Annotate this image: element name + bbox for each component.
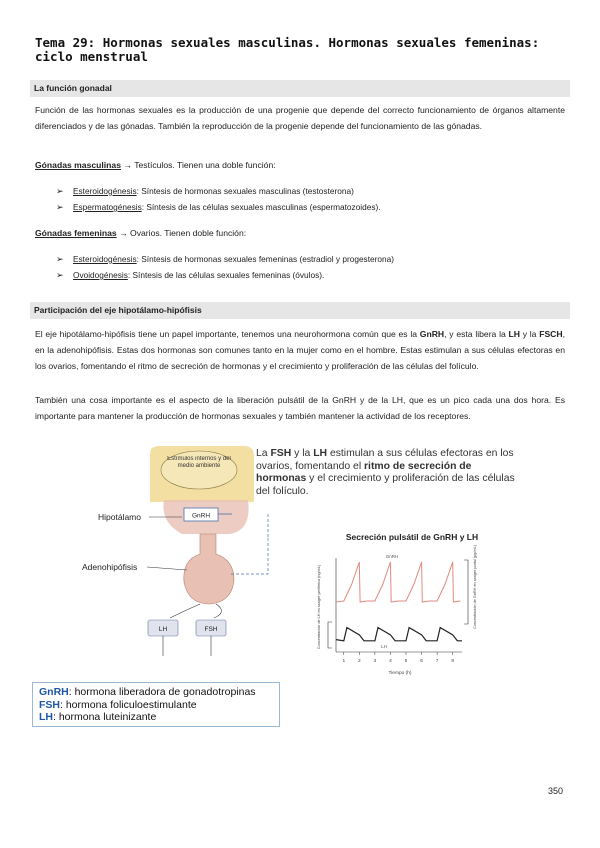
hormone-axis-figure xyxy=(32,442,548,688)
figure-caption-wrap xyxy=(256,448,518,508)
chart-right-bracket xyxy=(464,560,468,624)
chart-x-tick-label: 4 xyxy=(389,659,392,664)
bullet-term: Ovoidogénesis xyxy=(73,270,128,280)
bullet-male-2 xyxy=(56,200,381,214)
lh-arrow xyxy=(170,604,200,618)
page-title: Tema 29: Hormonas sexuales masculinas. Hormonas sexuales femeninas: ciclo menstrual xyxy=(35,35,540,64)
legend-item-lh: LH: hormona luteinizante xyxy=(39,711,157,723)
bullet-desc: : Síntesis de hormonas sexuales masculinas (testosterona) xyxy=(136,186,354,196)
bullet-desc: : Síntesis de las células sexuales femeninas (óvulos). xyxy=(127,270,325,280)
arrow-bullet-icon: ➢ xyxy=(56,202,64,212)
bullet-desc: : Síntesis de las células sexuales masculinas (espermatozoides). xyxy=(141,202,381,212)
gnrh-box-label: GnRH xyxy=(191,512,211,520)
bullet-term: Espermatogénesis xyxy=(73,202,142,212)
chart-left-bracket xyxy=(328,622,332,648)
axis-paragraph-1: El eje hipotálamo-hipófisis tiene un papel importante, tenemos una neurohormona común que es la GnRH, y esta libera la LH y la FSCH, en la adenohipófisis. Estas dos hormonas son comunes tanto en la mujer como en el hombre. Estas estimulan a sus células efectoras en los ovarios, fomentando el ritmo de secreción de hormonas y el crecimiento y proliferación de las células del folículo. xyxy=(35,329,565,371)
male-gonads-text: → Testículos. Tienen una doble función: xyxy=(123,160,276,170)
fsh-box-label: FSH xyxy=(204,626,218,633)
section-heading-axis: Participación del eje hipotálamo-hipófisis xyxy=(30,302,570,319)
arrow-bullet-icon: ➢ xyxy=(56,270,64,280)
chart-x-tick-label: 6 xyxy=(420,659,423,664)
axis-paragraph-2: También una cosa importante es el aspecto de la liberación pulsátil de la GnRH y de la LH, que es un pico cada una dos hora. Es importante para mantener la producción de hormonas sexuales y también mantener la actividad de los receptores. xyxy=(35,395,565,421)
chart-series-lh xyxy=(336,628,462,641)
intro-paragraph: Función de las hormonas sexuales es la producción de una progenie que depende del correcto funcionamiento de órganos altamente diferenciados y de las gónadas. También la reproducción de la progenie depende del funcionamiento de las gónadas. xyxy=(35,105,565,131)
bullet-term: Esteroidogénesis xyxy=(73,254,137,264)
section-heading-gonadal: La función gonadal xyxy=(30,80,570,97)
pituitary-gland xyxy=(184,534,234,604)
legend-item-fsh: FSH: hormona foliculoestimulante xyxy=(39,698,197,711)
lh-box-label: LH xyxy=(158,626,168,633)
legend-item-gnrh: GnRH: hormona liberadora de gonadotropinas xyxy=(39,686,256,698)
bullet-male-1 xyxy=(56,184,354,198)
chart-series-gnrh xyxy=(336,562,460,602)
adenohypophysis-label: Adenohipófisis xyxy=(82,562,138,572)
bullet-female-1 xyxy=(56,252,394,266)
hypothalamus-label: Hipotálamo xyxy=(98,512,141,522)
female-gonads-text: → Ovarios. Tienen doble función: xyxy=(119,228,247,238)
chart-x-tick-label: 1 xyxy=(342,659,346,664)
bullet-desc: : Síntesis de hormonas sexuales femeninas (estradiol y progesterona) xyxy=(136,254,394,264)
chart-right-ylabel: Concentración de GnRH en sangre portal (pg/mL) xyxy=(473,545,477,629)
chart-series-label-gnrh: GnRH xyxy=(385,554,399,559)
chart-series-label-lh: LH xyxy=(381,644,387,649)
chart-xlabel: Tiempo (h) xyxy=(388,671,412,676)
chart-x-tick-label: 8 xyxy=(451,659,455,664)
stimuli-label-wrap xyxy=(164,456,234,488)
female-gonads-label: Gónadas femeninas xyxy=(35,228,117,238)
chart-title: Secreción pulsátil de GnRH y LH xyxy=(345,532,479,542)
chart-x-tick-label: 2 xyxy=(357,659,361,664)
arrow-bullet-icon: ➢ xyxy=(56,186,64,196)
bullet-female-2 xyxy=(56,268,324,282)
figure-caption: La FSH y la LH estimulan a sus células efectoras en los ovarios, fomentando el ritmo de secreción de hormonas y el crecimiento y proliferación de las células del folículo. xyxy=(256,448,515,497)
stimuli-label: Estímulos internos y del medio ambiente xyxy=(167,456,231,469)
abbreviations-legend xyxy=(32,682,280,727)
page-number: 350 xyxy=(548,786,564,796)
chart-left-ylabel: Concentración de LH en sangre periférica (ng/mL) xyxy=(317,564,321,650)
chart-x-tick-label: 7 xyxy=(435,659,439,664)
female-gonads-line xyxy=(35,226,246,240)
arrow-bullet-icon: ➢ xyxy=(56,254,64,264)
male-gonads-label: Gónadas masculinas xyxy=(35,160,121,170)
male-gonads-line xyxy=(35,158,276,172)
feedback-dashed-line xyxy=(230,538,268,574)
chart-x-ticks xyxy=(342,652,454,664)
chart-x-tick-label: 5 xyxy=(404,659,408,664)
fsh-arrow xyxy=(214,604,222,618)
adenohypophysis-pointer xyxy=(147,567,187,570)
chart-x-tick-label: 3 xyxy=(373,659,377,664)
bullet-term: Esteroidogénesis xyxy=(73,186,137,196)
